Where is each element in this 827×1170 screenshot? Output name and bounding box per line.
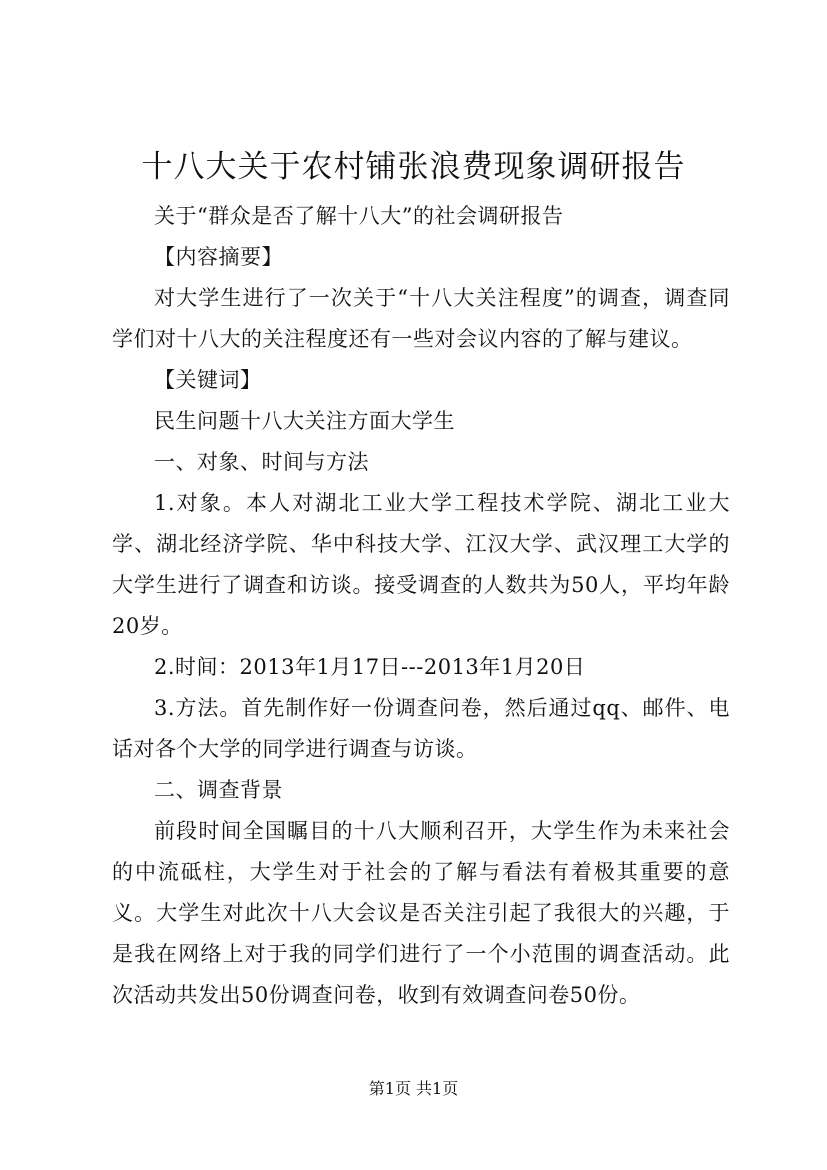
paragraph-section-1-heading: 一、对象、时间与方法 — [154, 450, 369, 474]
paragraph-keywords-heading: 【关键词】 — [154, 368, 262, 392]
paragraph-time: 2.时间：2013年1月17日---2013年1月20日 — [154, 655, 586, 679]
paragraph-keywords: 民生问题十八大关注方面大学生 — [154, 409, 455, 433]
page-footer: 第1页 共1页 — [368, 1079, 459, 1098]
paragraph-section-2-heading: 二、调查背景 — [154, 778, 283, 802]
paragraph-subtitle: 关于“群众是否了解十八大”的社会调研报告 — [154, 204, 564, 228]
paragraph-subjects: 1.对象。本人对湖北工业大学工程技术学院、湖北工业大学、湖北经济学院、华中科技大学、江汉大学、武汉理工大学的大学生进行了调查和访谈。接受调查的人数共为50人，平均年龄20岁。 — [112, 491, 730, 638]
paragraph-abstract-heading: 【内容摘要】 — [154, 245, 283, 269]
document-title: 十八大关于农村铺张浪费现象调研报告 — [141, 149, 686, 185]
paragraph-abstract: 对大学生进行了一次关于“十八大关注程度”的调查，调查同学们对十八大的关注程度还有一些对会议内容的了解与建议。 — [112, 286, 730, 351]
paragraph-background: 前段时间全国瞩目的十八大顺利召开，大学生作为未来社会的中流砥柱，大学生对于社会的了解与看法有着极其重要的意义。大学生对此次十八大会议是否关注引起了我很大的兴趣，于是我在网络上对于我的同学们进行了一个小范围的调查活动。此次活动共发出50份调查问卷，收到有效调查问卷50份。 — [112, 819, 730, 1007]
document-body — [112, 196, 730, 1016]
paragraph-method: 3.方法。首先制作好一份调查问卷，然后通过qq、邮件、电话对各个大学的同学进行调查与访谈。 — [112, 696, 730, 761]
